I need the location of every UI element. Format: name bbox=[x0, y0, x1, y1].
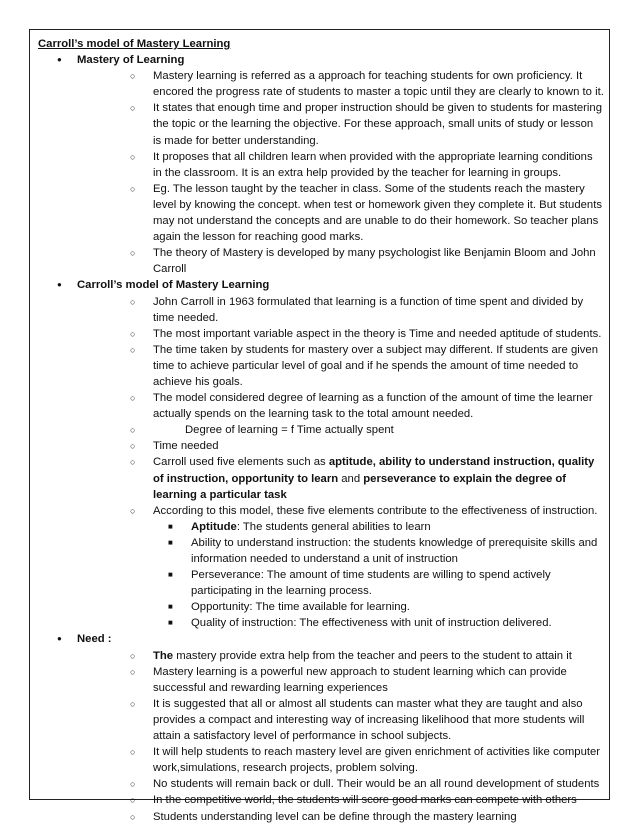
list-item: ○ Mastery learning is referred as a approach for teaching students for own proficiency. It encored the progress rate of students to master a topic until they are clearly to known to it. bbox=[115, 68, 604, 100]
five-elements-prefix: Carroll used five elements such as bbox=[153, 456, 329, 469]
list-item: ○ It will help students to reach mastery level are given enrichment of activities like computer work,simulations, research projects, problem solving. bbox=[115, 744, 604, 776]
list-item: ○ It states that enough time and proper instruction should be given to students for mastering the topic or the learning the objective. For these approach, small units of study or lesson is made for better understanding. bbox=[115, 100, 604, 148]
five-elements-bold-1: aptitude, ability to understand instruction, quality of instruction, opportunity to learn bbox=[153, 456, 595, 485]
section-carrolls-model bbox=[38, 277, 604, 631]
five-elements-mid: and bbox=[338, 472, 364, 485]
document-body bbox=[38, 36, 604, 825]
element-text: Perseverance: The amount of time students are willing to spend actively participating in the learning process. bbox=[191, 569, 551, 598]
section-list bbox=[38, 52, 604, 825]
element-item bbox=[153, 535, 604, 567]
element-item bbox=[153, 519, 604, 535]
list-item-contribution bbox=[115, 503, 604, 632]
list-item-five-elements bbox=[115, 454, 604, 502]
element-text: Quality of instruction: The effectiveness with unit of instruction delivered. bbox=[191, 617, 552, 630]
list-item: ○ Students understanding level can be define through the mastery learning bbox=[115, 809, 604, 825]
contribution-text: According to this model, these five elements contribute to the effectiveness of instruction. bbox=[153, 504, 598, 517]
element-item bbox=[153, 615, 604, 631]
sub-list bbox=[115, 294, 604, 632]
section-heading: ● Mastery of Learning bbox=[77, 54, 185, 67]
element-item bbox=[153, 567, 604, 599]
list-item: ○ Time needed bbox=[115, 438, 604, 454]
sub-list bbox=[115, 648, 604, 825]
list-item: ○ In the competitive world, the students will score good marks can compete with others bbox=[115, 792, 604, 808]
formula-text: Degree of learning = f Time actually spent bbox=[185, 424, 394, 437]
list-item: ○ John Carroll in 1963 formulated that learning is a function of time spent and divided by time needed. bbox=[115, 294, 604, 326]
section-mastery-of-learning bbox=[38, 52, 604, 277]
element-text: Opportunity: The time available for learning. bbox=[191, 601, 410, 614]
element-item bbox=[153, 599, 604, 615]
list-item: ○ Mastery learning is a powerful new approach to student learning which can provide successful and rewarding learning experiences bbox=[115, 664, 604, 696]
list-item: ○ The model considered degree of learning as a function of the amount of time the learner actually spends on the learning task to the total amount needed. bbox=[115, 390, 604, 422]
formula-item bbox=[115, 422, 604, 438]
list-item bbox=[115, 648, 604, 664]
list-item: ○ No students will remain back or dull. Their would be an all round development of students bbox=[115, 776, 604, 792]
section-heading: ● Need : bbox=[77, 633, 112, 646]
elements-list bbox=[153, 519, 604, 632]
element-text: : The students general abilities to learn bbox=[236, 520, 431, 533]
section-need bbox=[38, 631, 604, 824]
page-title: Carroll’s model of Mastery Learning bbox=[38, 38, 231, 50]
sub-list bbox=[115, 68, 604, 277]
element-text: Ability to understand instruction: the students knowledge of prerequisite skills and information needed to understand a unit of instruction bbox=[191, 536, 598, 565]
list-item: ○ It is suggested that all or almost all students can master what they are taught and also provides a compact and interesting way of increasing likelihood that more students will attain a satisfactory level of performance in school subjects. bbox=[115, 696, 604, 744]
list-item: ○ The theory of Mastery is developed by many psychologist like Benjamin Bloom and John Carroll bbox=[115, 245, 604, 277]
list-item: ○ Eg. The lesson taught by the teacher in class. Some of the students reach the mastery level by knowing the concept. when test or homework given they complete it. But students may not understand the concepts and are unable to do their homework. So teacher plans again the lesson for reaching good marks. bbox=[115, 181, 604, 245]
element-bold: Aptitude bbox=[191, 520, 237, 533]
need-first-text: mastery provide extra help from the teacher and peers to the student to attain it bbox=[173, 649, 572, 662]
list-item: ○ The time taken by students for mastery over a subject may different. If students are given time to achieve particular level of goal and if he spends the amount of time needed to achieve his goals. bbox=[115, 342, 604, 390]
list-item: ○ The most important variable aspect in the theory is Time and needed aptitude of students. bbox=[115, 326, 604, 342]
need-first-bold: The bbox=[153, 649, 174, 662]
section-heading: ● Carroll’s model of Mastery Learning bbox=[77, 279, 270, 292]
five-elements-bold-2: perseverance to explain the degree of learning a particular task bbox=[153, 472, 567, 501]
list-item: ○ It proposes that all children learn when provided with the appropriate learning conditions in the classroom. It is an extra help provided by the teacher for learning in groups. bbox=[115, 149, 604, 181]
